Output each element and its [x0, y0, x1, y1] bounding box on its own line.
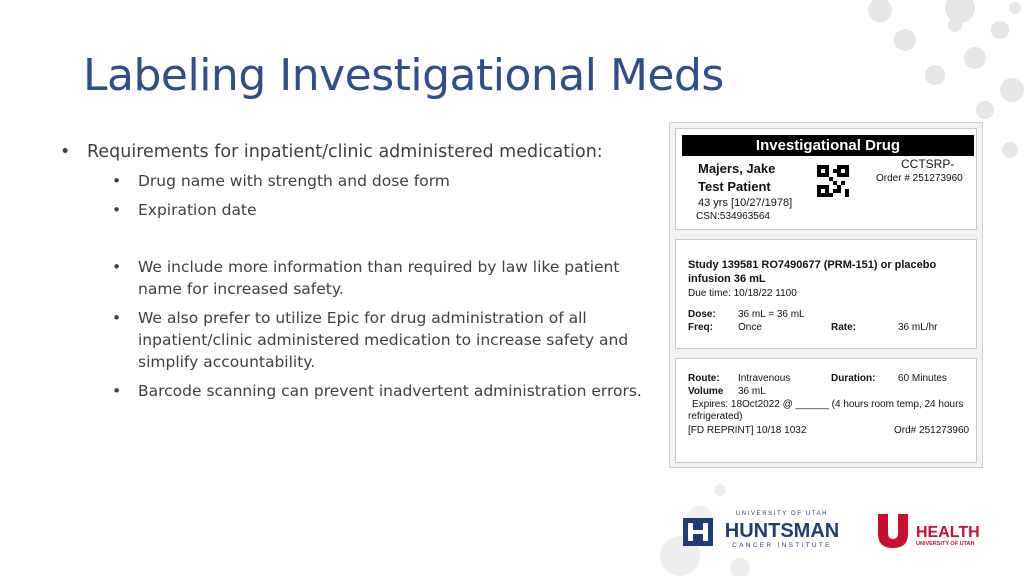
- sub-bullet: • Barcode scanning can prevent inadvertent administration errors.: [60, 380, 660, 402]
- refrigerated-line: refrigerated): [688, 411, 743, 422]
- study-code: CCTSRP-: [901, 157, 955, 171]
- label-header: Investigational Drug: [682, 135, 974, 156]
- cancer-institute-text: CANCER INSTITUTE: [732, 542, 832, 549]
- patient-type: Test Patient: [698, 179, 771, 194]
- expiration-line: Expires: 18Oct2022 @ ______ (4 hours room temp, 24 hours: [692, 399, 964, 410]
- bullet-list: [60, 140, 660, 409]
- label-admin-card: [675, 358, 977, 463]
- study-line: Study 139581 RO7490677 (PRM-151) or placebo: [688, 259, 937, 271]
- duration-label: Duration:: [831, 373, 876, 384]
- huntsman-text: HUNTSMAN: [724, 520, 840, 542]
- infusion-line: infusion 36 mL: [688, 273, 766, 285]
- sub-bullet: • We also prefer to utilize Epic for drug administration of all inpatient/clinic administered medication to increase safety and simplify accountability.: [60, 307, 660, 373]
- volume-value: 36 mL: [738, 386, 766, 397]
- rate-label: Rate:: [831, 322, 857, 333]
- utah-u-icon: [878, 514, 908, 548]
- volume-label: Volume: [688, 386, 724, 397]
- health-text: HEALTH: [916, 524, 980, 541]
- sub-bullet: • Drug name with strength and dose form: [60, 170, 660, 192]
- due-time: Due time: 10/18/22 1100: [688, 288, 797, 299]
- patient-name: Majers, Jake: [698, 161, 776, 176]
- reprint-line: [FD REPRINT] 10/18 1032: [688, 425, 807, 436]
- huntsman-logo: [683, 511, 839, 549]
- label-patient-card: [675, 128, 977, 230]
- ord-number: Ord# 251273960: [894, 425, 970, 436]
- freq-value: Once: [738, 322, 762, 333]
- huntsman-univ-text: UNIVERSITY OF UTAH: [735, 511, 829, 517]
- label-order-card: [675, 239, 977, 349]
- duration-value: 60 Minutes: [898, 373, 947, 384]
- sub-bullet: • Expiration date: [60, 199, 660, 221]
- slide-title: Labeling Investigational Meds: [83, 50, 724, 101]
- medication-label-image: [669, 122, 983, 468]
- health-univ-text: UNIVERSITY OF UTAH: [916, 541, 975, 547]
- patient-csn: CSN:534963564: [696, 211, 770, 222]
- qr-code-icon: [817, 165, 849, 197]
- sub-bullet: • We include more information than required by law like patient name for increased safety.: [60, 256, 660, 300]
- bullet-main: • Requirements for inpatient/clinic administered medication:: [60, 140, 660, 164]
- uhealth-logo: [878, 514, 980, 548]
- dose-label: Dose:: [688, 309, 716, 320]
- dose-value: 36 mL = 36 mL: [738, 309, 805, 320]
- institution-logos: [680, 505, 1000, 555]
- freq-label: Freq:: [688, 322, 713, 333]
- route-label: Route:: [688, 373, 720, 384]
- patient-age-dob: 43 yrs [10/27/1978]: [698, 197, 793, 209]
- order-number: Order # 251273960: [876, 173, 963, 184]
- rate-value: 36 mL/hr: [898, 322, 938, 333]
- route-value: Intravenous: [738, 373, 791, 384]
